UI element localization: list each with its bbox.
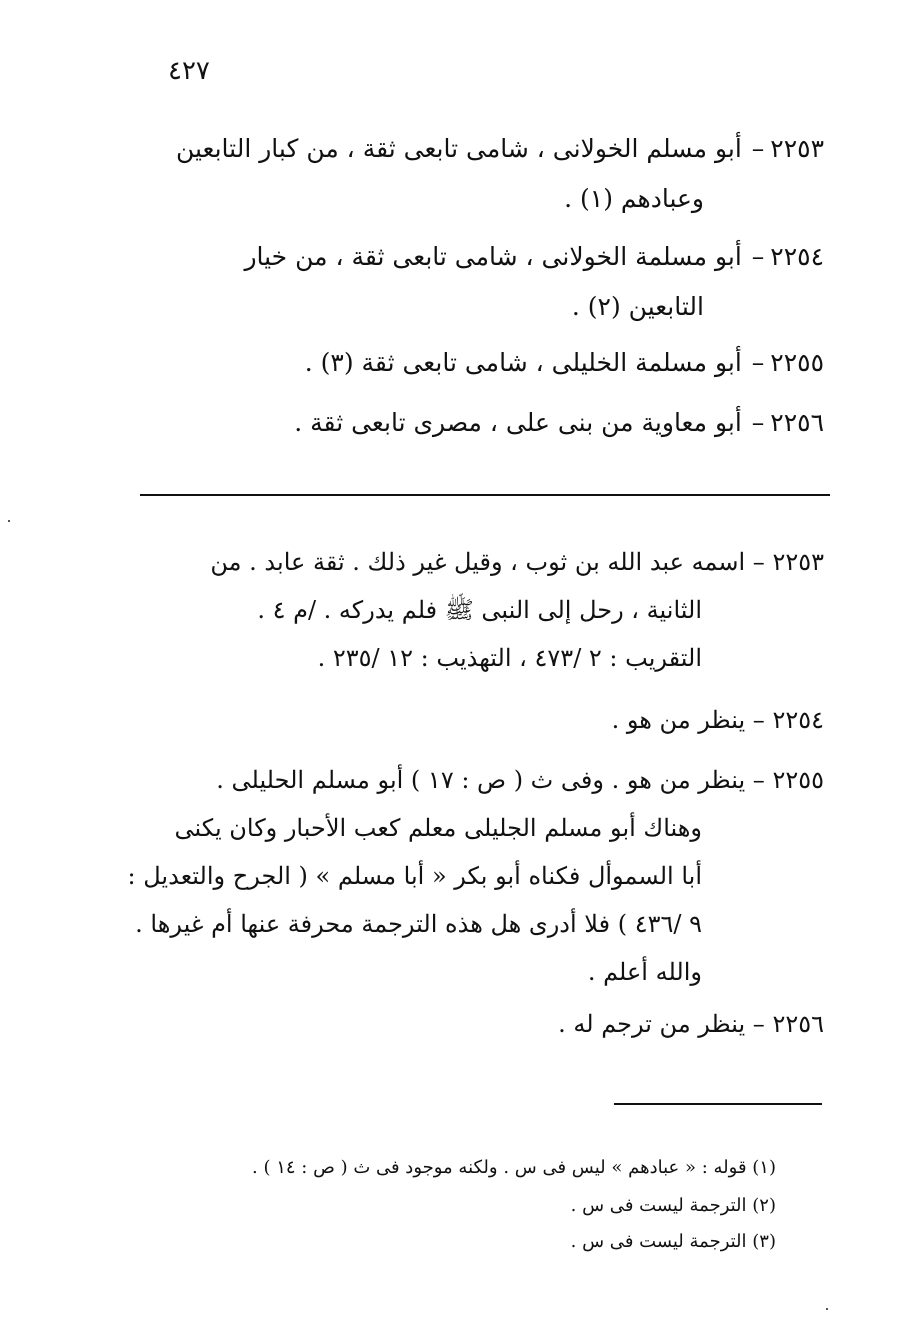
entry-dash: – [751,134,765,163]
note-dash: – [752,548,765,576]
note-2256 [558,1000,824,1048]
page-number: ٤٢٧ [168,56,210,86]
entry-number: ٢٢٥٤ [770,242,824,271]
entry-text-continued: وعبادهم (١) . [564,184,704,213]
entry-text: أبو مسلم الخولانى ، شامى تابعى ثقة ، من كبار التابعين [175,134,742,163]
footnote-2: (٢) الترجمة ليست فى س . [570,1195,776,1216]
note-dash: – [752,766,765,794]
note-2254 [612,696,824,744]
note-number: ٢٢٥٥ [772,766,824,794]
note-text-continued: وهناك أبو مسلم الجليلى معلم كعب الأحبار وكان يكنى [174,814,702,842]
entry-text: أبو مسلمة الخولانى ، شامى تابعى ثقة ، من خيار [244,242,742,271]
footnote-1: (١) قوله : « عبادهم » ليس فى س . ولكنه موجود فى ث ( ص : ١٤ ) . [252,1157,776,1178]
note-2253 [210,538,824,682]
note-text: ينظر من ترجم له . [558,1010,746,1038]
note-text-continued: ٩ /٤٣٦ ) فلا أدرى هل هذه الترجمة محرفة عنها أم غيرها . [135,910,702,938]
entry-text-continued: التابعين (٢) . [571,292,704,321]
note-text-continued: أبا السموأل فكناه أبو بكر « أبا مسلم » ( الجرح والتعديل : [127,862,702,890]
footnote-3: (٣) الترجمة ليست فى س . [570,1231,776,1252]
entry-dash: – [751,408,765,437]
note-text: ينظر من هو . وفى ث ( ص : ١٧ ) أبو مسلم الحليلى . [216,766,746,794]
scan-speck [8,520,10,522]
note-text: ينظر من هو . [611,706,746,734]
note-dash: – [752,706,765,734]
entry-number: ٢٢٥٥ [770,348,824,377]
footnote-rule [614,1103,822,1105]
note-number: ٢٢٥٤ [772,706,824,734]
entry-text: أبو معاوية من بنى على ، مصرى تابعى ثقة . [294,408,742,437]
entry-2253 [176,124,824,224]
entry-2256 [294,398,824,448]
note-dash: – [752,1010,765,1038]
note-number: ٢٢٥٣ [772,548,824,576]
note-2255 [128,756,824,996]
entry-text: أبو مسلمة الخليلى ، شامى تابعى ثقة (٣) . [304,348,742,377]
note-text: اسمه عبد الله بن ثوب ، وقيل غير ذلك . ثقة عابد . من [210,548,746,576]
note-text-continued: والله أعلم . [587,958,702,986]
note-text-continued: التقريب : ٢ /٤٧٣ ، التهذيب : ١٢ /٢٣٥ . [317,644,702,672]
note-number: ٢٢٥٦ [772,1010,824,1038]
entry-2255 [305,338,824,388]
entry-dash: – [751,348,765,377]
entry-2254 [244,232,824,332]
entry-number: ٢٢٥٣ [770,134,824,163]
section-divider [140,494,830,496]
entry-dash: – [751,242,765,271]
entry-number: ٢٢٥٦ [770,408,824,437]
note-text-continued: الثانية ، رحل إلى النبى ﷺ فلم يدركه . /م ٤ . [257,596,702,624]
scan-speck [826,1308,828,1310]
